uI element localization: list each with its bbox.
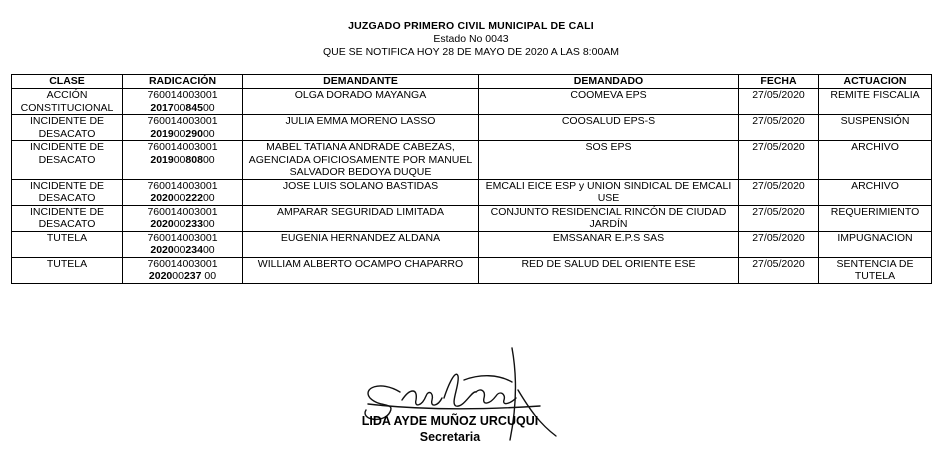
radicacion-prefix: 760014003001 [147,89,218,101]
radicacion-zeros: 00 [173,192,186,204]
cell-demandante: WILLIAM ALBERTO OCAMPO CHAPARRO [243,257,479,283]
cell-radicacion [123,205,243,231]
cell-clase: INCIDENTE DE DESACATO [12,205,123,231]
radicacion-year: 2020 [148,270,173,282]
cell-fecha: 27/05/2020 [739,89,819,115]
cell-demandado: EMSSANAR E.P.S SAS [479,231,739,257]
cell-fecha: 27/05/2020 [739,115,819,141]
radicacion-number [150,192,214,204]
cell-radicacion [123,179,243,205]
table-row [12,257,932,283]
radicacion-year: 2019 [150,127,174,140]
radicacion-zeros: 00 [173,101,186,114]
radicacion-prefix: 760014003001 [147,205,218,218]
col-header-fecha: FECHA [739,75,819,89]
cell-fecha: 27/05/2020 [739,257,819,283]
cell-radicacion [123,141,243,180]
cell-demandante: JOSE LUIS SOLANO BASTIDAS [243,179,479,205]
cell-demandante: JULIA EMMA MORENO LASSO [243,115,479,141]
table-row [12,141,932,180]
cell-clase: INCIDENTE DE DESACATO [12,141,123,180]
cell-actuacion: IMPUGNACION [819,231,932,257]
cell-demandado: EMCALI EICE ESP y UNION SINDICAL DE EMCALI USE [479,179,739,205]
radicacion-year: 2019 [150,153,174,166]
table-row [12,231,932,257]
cell-demandante: MABEL TATIANA ANDRADE CABEZAS, AGENCIADA OFICIOSAMENTE POR MANUEL SALVADOR BEDOYA DUQUE [243,141,479,180]
cell-demandante: EUGENIA HERNANDEZ ALDANA [243,231,479,257]
cell-clase: TUTELA [12,231,123,257]
cell-clase: INCIDENTE DE DESACATO [12,179,123,205]
cell-radicacion [123,231,243,257]
radicacion-consecutive: 234 [185,244,203,256]
cell-actuacion: SUSPENSIÓN [819,115,932,141]
cell-actuacion: REQUERIMIENTO [819,205,932,231]
radicacion-suffix: 00 [202,192,215,204]
court-name: JUZGADO PRIMERO CIVIL MUNICIPAL DE CALI [348,20,594,32]
radicacion-zeros: 00 [173,127,186,140]
radicacion-year: 2020 [150,192,174,204]
cell-clase: TUTELA [12,257,123,283]
radicacion-consecutive: 233 [185,218,203,230]
radicacion-consecutive: 845 [185,101,203,114]
signer-role: Secretaria [419,430,481,444]
table-row [12,89,932,115]
cell-demandante: AMPARAR SEGURIDAD LIMITADA [243,205,479,231]
table-header-row [12,75,932,89]
cell-fecha: 27/05/2020 [739,179,819,205]
radicacion-year: 2017 [150,101,174,114]
table-row [12,115,932,141]
radicacion-consecutive: 222 [185,192,203,204]
radicacion-suffix: 00 [202,244,215,256]
col-header-demandado: DEMANDADO [479,75,739,89]
radicacion-prefix: 760014003001 [147,141,218,153]
radicacion-prefix: 760014003001 [147,257,218,270]
col-header-demandante: DEMANDANTE [243,75,479,89]
cell-actuacion: ARCHIVO [819,179,932,205]
table-row [12,179,932,205]
cell-fecha: 27/05/2020 [739,141,819,180]
radicacion-number [150,102,214,114]
radicacion-year: 2020 [150,218,174,230]
radicacion-consecutive: 237 [183,270,202,282]
radicacion-prefix: 760014003001 [147,179,218,192]
radicacion-number [149,270,216,282]
table-row [12,205,932,231]
radicacion-suffix: 00 [202,101,215,114]
col-header-actuacion: ACTUACION [819,75,932,89]
signer-name: LIDA AYDE MUÑOZ URCUQUI [361,414,539,428]
radicacion-number [150,154,214,166]
cell-fecha: 27/05/2020 [739,231,819,257]
radicacion-prefix: 760014003001 [147,231,218,244]
radicacion-number [150,128,214,140]
cell-demandado: CONJUNTO RESIDENCIAL RINCÓN DE CIUDAD JARDÍN [479,205,739,231]
cell-actuacion: ARCHIVO [819,141,932,180]
radicacion-prefix: 760014003001 [147,115,218,127]
radicacion-zeros: 00 [173,218,186,230]
radicacion-suffix: 00 [202,153,215,166]
cell-demandado: RED DE SALUD DEL ORIENTE ESE [479,257,739,283]
col-header-clase: CLASE [12,75,123,89]
estado-table [11,74,932,284]
radicacion-zeros: 00 [173,244,186,256]
cell-clase: INCIDENTE DE DESACATO [12,115,123,141]
radicacion-suffix: 00 [202,218,215,230]
cell-actuacion: REMITE FISCALIA [819,89,932,115]
cell-radicacion [123,257,243,283]
cell-radicacion [123,89,243,115]
cell-demandado: COOMEVA EPS [479,89,739,115]
radicacion-consecutive: 290 [185,127,203,140]
radicacion-number [150,244,214,256]
radicacion-zeros: 00 [172,270,184,282]
cell-radicacion [123,115,243,141]
cell-demandado: COOSALUD EPS-S [479,115,739,141]
cell-fecha: 27/05/2020 [739,205,819,231]
estado-number: Estado No 0043 [433,33,509,45]
document-header [0,20,942,59]
radicacion-year: 2020 [150,244,174,256]
radicacion-suffix: 00 [202,127,215,140]
radicacion-suffix: 00 [201,270,217,282]
radicacion-zeros: 00 [173,153,186,166]
cell-clase: ACCIÓN CONSTITUCIONAL [12,89,123,115]
col-header-radicacion: RADICACIÓN [123,75,243,89]
cell-actuacion: SENTENCIA DE TUTELA [819,257,932,283]
cell-demandante: OLGA DORADO MAYANGA [243,89,479,115]
cell-demandado: SOS EPS [479,141,739,180]
notification-date: QUE SE NOTIFICA HOY 28 DE MAYO DE 2020 A LAS 8:00AM [322,46,620,58]
radicacion-number [150,218,214,230]
radicacion-consecutive: 808 [185,153,203,166]
